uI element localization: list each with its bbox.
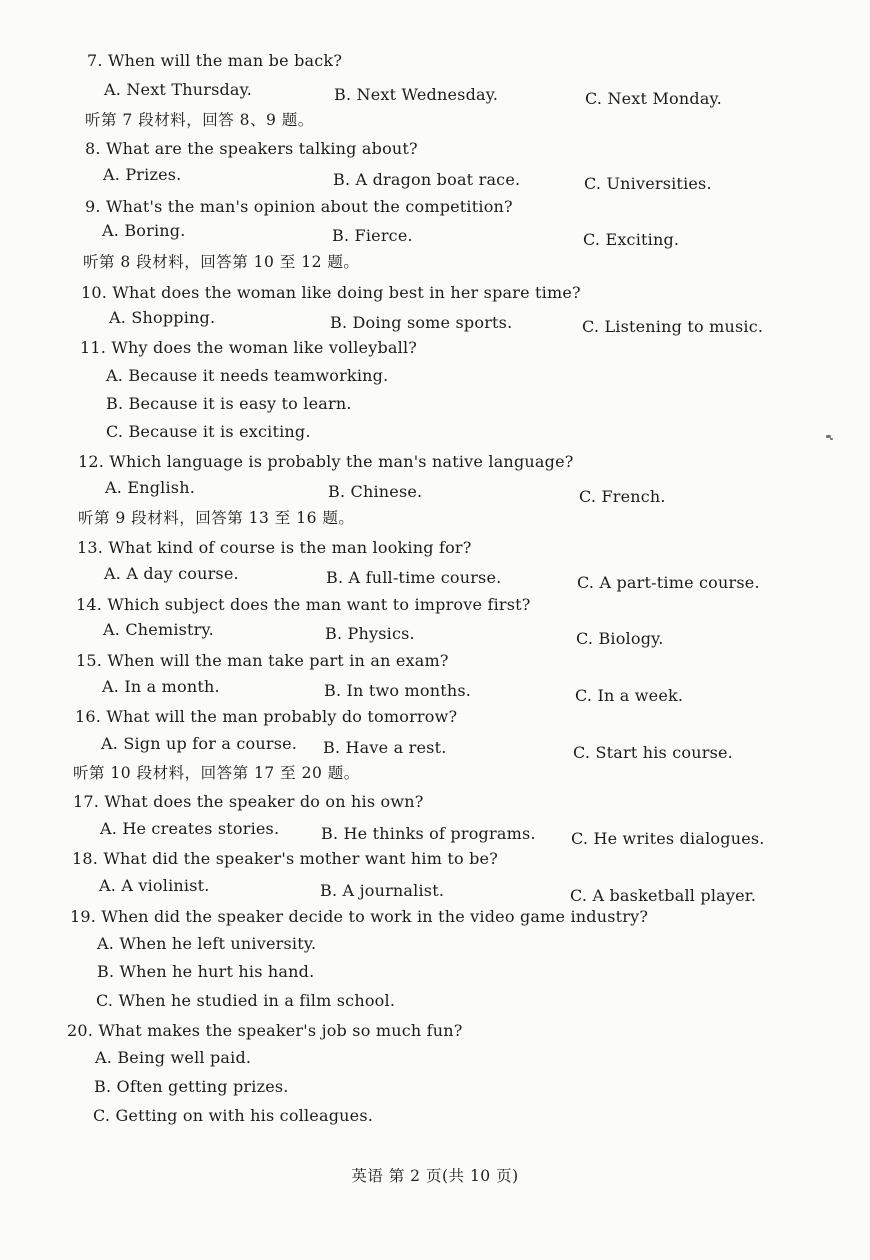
option-b: B. Often getting prizes. — [94, 1077, 289, 1096]
option-a: A. In a month. — [102, 677, 220, 696]
question-stem: 16. What will the man probably do tomorrow? — [75, 707, 458, 726]
option-a: A. A violinist. — [99, 876, 210, 895]
section-heading: 听第 8 段材料，回答第 10 至 12 题。 — [83, 253, 360, 271]
option-a: A. Sign up for a course. — [101, 734, 298, 753]
option-a: A. Being well paid. — [95, 1048, 252, 1067]
question-stem: 20. What makes the speaker's job so much fun? — [67, 1021, 463, 1040]
option-b: B. Fierce. — [332, 226, 413, 245]
question-stem: 7. When will the man be back? — [87, 51, 343, 70]
scan-speck — [830, 438, 833, 440]
question-stem: 13. What kind of course is the man looking for? — [77, 538, 472, 557]
option-c: C. He writes dialogues. — [571, 829, 765, 848]
option-b: B. Next Wednesday. — [334, 85, 499, 104]
option-c: C. A part-time course. — [577, 573, 760, 592]
question-stem: 12. Which language is probably the man's native language? — [78, 452, 574, 471]
option-a: A. Because it needs teamworking. — [106, 366, 389, 385]
section-heading: 听第 9 段材料，回答第 13 至 16 题。 — [78, 509, 355, 527]
option-a: A. Next Thursday. — [104, 80, 253, 99]
option-c: C. When he studied in a film school. — [96, 991, 396, 1010]
option-b: B. A journalist. — [320, 881, 445, 900]
option-c: C. Getting on with his colleagues. — [93, 1106, 374, 1125]
question-stem: 11. Why does the woman like volleyball? — [80, 338, 418, 357]
page-footer: 英语 第 2 页(共 10 页) — [351, 1167, 519, 1185]
question-stem: 18. What did the speaker's mother want him to be? — [72, 849, 498, 868]
option-a: A. When he left university. — [97, 934, 317, 953]
option-c: C. Start his course. — [573, 743, 733, 762]
option-b: B. In two months. — [324, 681, 472, 700]
question-stem: 9. What's the man's opinion about the competition? — [85, 197, 513, 216]
option-b: B. Chinese. — [328, 482, 423, 501]
option-a: A. Prizes. — [103, 165, 182, 184]
option-b: B. Physics. — [325, 624, 415, 643]
option-b: B. Doing some sports. — [330, 313, 513, 332]
question-stem: 15. When will the man take part in an exam? — [76, 651, 449, 670]
section-heading: 听第 10 段材料，回答第 17 至 20 题。 — [73, 764, 360, 782]
option-c: C. Exciting. — [583, 230, 680, 249]
option-c: C. Because it is exciting. — [106, 422, 311, 441]
option-a: A. Chemistry. — [103, 620, 214, 639]
option-c: C. Next Monday. — [585, 89, 722, 108]
question-stem: 10. What does the woman like doing best in her spare time? — [81, 283, 581, 302]
option-b: B. When he hurt his hand. — [97, 962, 315, 981]
option-b: B. Have a rest. — [323, 738, 447, 757]
option-a: A. He creates stories. — [100, 819, 280, 838]
section-heading: 听第 7 段材料，回答 8、9 题。 — [85, 111, 314, 129]
option-c: C. In a week. — [575, 686, 684, 705]
option-a: A. Boring. — [102, 221, 186, 240]
option-b: B. A full-time course. — [326, 568, 502, 587]
option-c: C. Universities. — [584, 174, 712, 193]
question-stem: 17. What does the speaker do on his own? — [73, 792, 424, 811]
option-a: A. English. — [105, 478, 195, 497]
question-stem: 19. When did the speaker decide to work in the video game industry? — [70, 907, 649, 926]
option-b: B. He thinks of programs. — [321, 824, 536, 843]
option-a: A. Shopping. — [109, 308, 216, 327]
question-stem: 14. Which subject does the man want to improve first? — [76, 595, 531, 614]
option-b: B. Because it is easy to learn. — [106, 394, 352, 413]
option-c: C. French. — [579, 487, 666, 506]
option-c: C. Biology. — [576, 629, 664, 648]
option-c: C. A basketball player. — [570, 886, 757, 905]
option-a: A. A day course. — [104, 564, 239, 583]
question-stem: 8. What are the speakers talking about? — [85, 139, 418, 158]
option-c: C. Listening to music. — [582, 317, 764, 336]
option-b: B. A dragon boat race. — [333, 170, 521, 189]
